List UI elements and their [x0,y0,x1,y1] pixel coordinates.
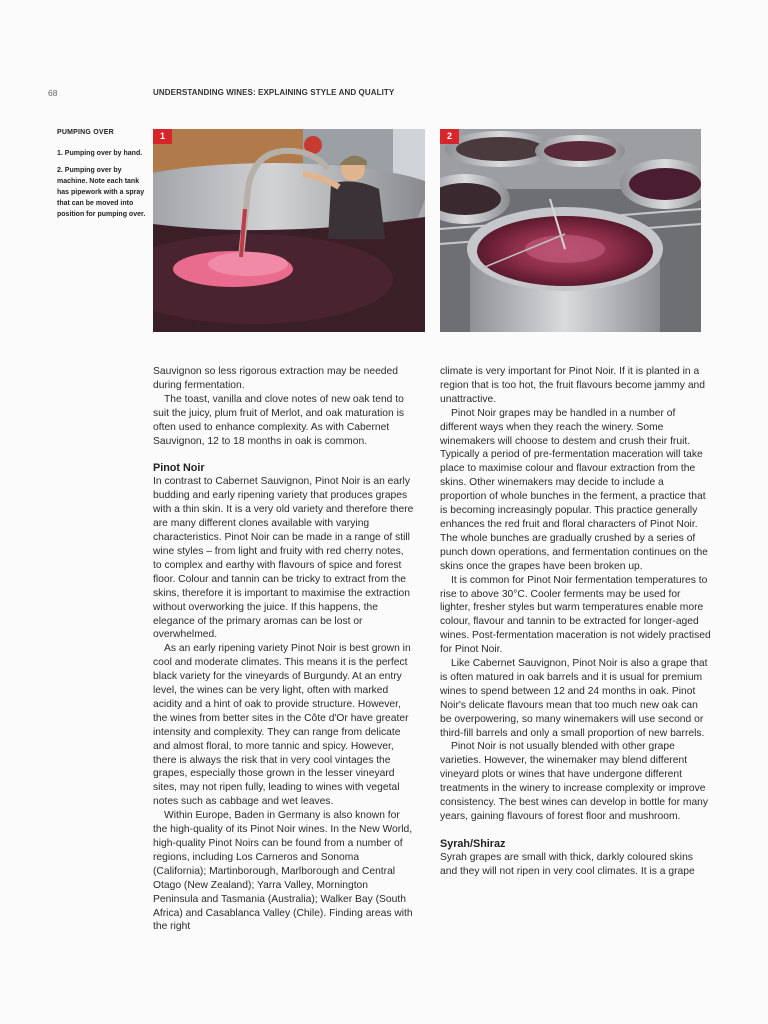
text-column-left [153,365,415,934]
paragraph: Pinot Noir grapes may be handled in a number of different ways when they reach the winery. Some winemakers will choose to destem and crush their fruit. Typically a period of pre-fermentation maceration will take place to maximise colour and flavour extraction from the skins. Other winemakers may decide to include a proportion of whole bunches in the ferment, a practice that is becoming increasingly popular. This practice generally enhances the red fruit and floral characters of Pinot Noir. The whole bunches are gradually crushed by a series of punch down operations, and fermentation continues on the skins once the grapes have been broken up. [440,407,708,572]
photo-1-illustration [153,129,425,332]
paragraph: The toast, vanilla and clove notes of new oak tend to suit the juicy, plum fruit of Merlot, and oak maturation is often used to enhance complexity. As with Cabernet Sauvignon, 12 to 18 months in oak is common. [153,393,405,447]
section-heading-syrah-shiraz: Syrah/Shiraz [440,837,506,850]
paragraph: Within Europe, Baden in Germany is also known for the high-quality of its Pinot Noir wines. In the New World, high-quality Pinot Noirs can be found from a number of regions, including Los Carneros and Sonoma (California); Martinborough, Marlborough and Central Otago (New Zealand); Yarra Valley, Mornington Peninsula and Tasmania (Australia); Walker Bay (South Africa) and Casablanca Valley (Chile). Finding areas with the right [153,810,413,933]
section-heading-pinot-noir: Pinot Noir [153,462,205,475]
paragraph: Pinot Noir is not usually blended with other grape varieties. However, the winemaker may blend different vineyard plots or wines that have undergone different treatments in the winery to increase complexity or improve consistency. The best wines can develop in bottle for many years, gaining flavours of forest floor and mushroom. [440,741,709,822]
paragraph: In contrast to Cabernet Sauvignon, Pinot Noir is an early budding and early ripening variety that produces grapes with a thin skin. It is a very old variety and therefore there are many different clones available with varying characteristics. Pinot Noir can be made in a range of still wine styles – from light and fruity with red cherry notes, to complex and earthy with flavours of spice and forest floor. Colour and tannin can be tricky to extract from the skins, therefore it is important to maximise the extraction without overworking the juice. If this happens, the elegance of the primary aromas can be lost or overwhelmed. [153,476,414,641]
paragraph: As an early ripening variety Pinot Noir is best grown in cool and moderate climates. This means it is the perfect black variety for the vineyards of Burgundy. At an entry level, the wines can be very light, often with marked acidity and a hint of oak to provide structure. However, the wines from better sites in the Côte d'Or have greater intensity and complexity. They can range from delicate and almost floral, to more tannic and spicy. However, there is always the risk that in very cool vintages the grapes, especially those grown in the lesser vineyard sites, may not ripen fully, leading to wines with vegetal notes such as cabbage and wet leaves. [153,643,411,808]
figure-number-badge-2: 2 [440,129,459,144]
photo-2-illustration [440,129,701,332]
caption-2: 2. Pumping over by machine. Note each tank has pipework with a spray that can be moved into position for pumping over. [57,167,146,218]
text-column-right [440,365,712,879]
sidebar-heading: PUMPING OVER [57,129,114,136]
paragraph: Like Cabernet Sauvignon, Pinot Noir is also a grape that is often matured in oak barrels and it is usual for premium wines to spend between 12 and 24 months in oak. Pinot Noir's delicate flavours mean that too much new oak can be overpowering, so many winemakers will use second or third-fill barrels and only a small proportion of new barrels. [440,658,708,739]
page-number: 68 [48,88,58,98]
figure-sidebar [57,127,149,226]
caption-1: 1. Pumping over by hand. [57,150,143,157]
paragraph: climate is very important for Pinot Noir. If it is planted in a region that is too hot, the fruit flavours become jammy and unattractive. [440,366,705,405]
photo-pumping-by-hand [153,129,425,332]
paragraph: It is common for Pinot Noir fermentation temperatures to rise to above 30°C. Cooler ferments may be used for lighter, fresher styles but warm temperatures enable more colour, flavour and tannin to be extracted for longer-aged wines. Post-fermentation maceration is not widely practised for Pinot Noir. [440,574,711,656]
running-head: UNDERSTANDING WINES: EXPLAINING STYLE AND QUALITY [153,88,395,97]
paragraph: Syrah grapes are small with thick, darkly coloured skins and they will not ripen in very cool climates. It is a grape [440,851,695,877]
photo-pumping-by-machine [440,129,701,332]
paragraph: Sauvignon so less rigorous extraction may be needed during fermentation. [153,366,398,391]
figure-number-badge-1: 1 [153,129,172,144]
